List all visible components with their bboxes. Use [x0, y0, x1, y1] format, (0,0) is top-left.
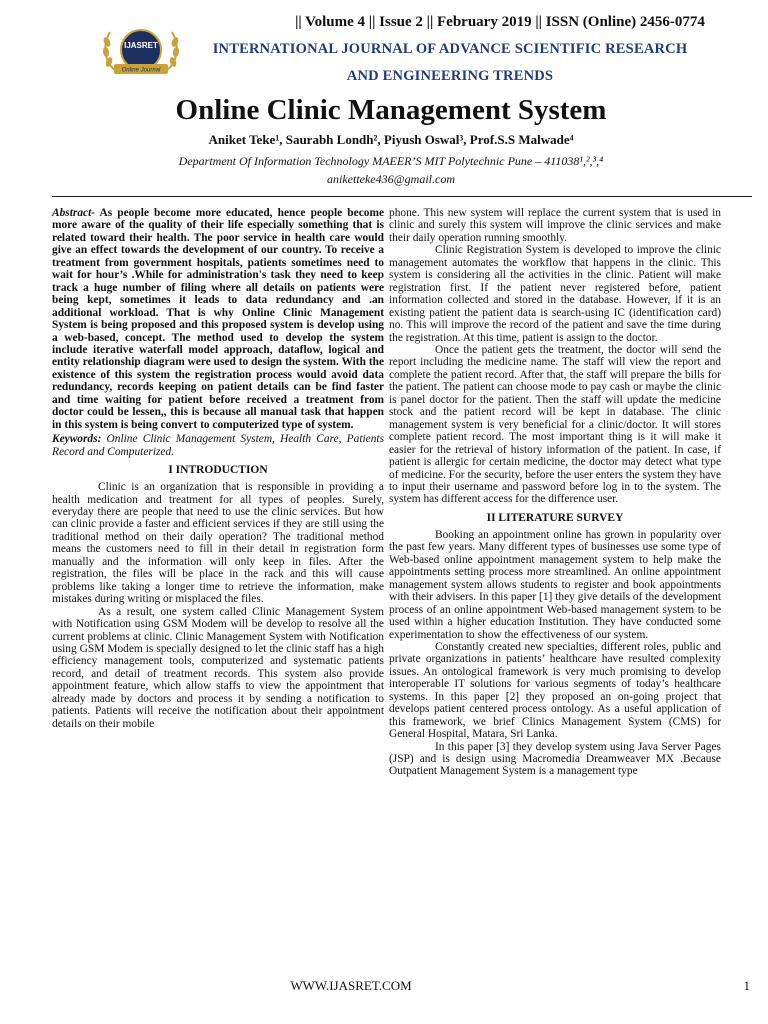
body-paragraph: As a result, one system called Clinic Management System with Notification using GSM Modem will be develop to resolve all the current problems at clinic. Clinic Management System with Notification using GSM Modem is specially designed to let the clinic staff has a high efficiency management tools, computerized and systematic patients record, and detail of treatment records. This system also provide appointment feature, which allow staffs to view the appointment that already made by doctors and process it by sending a notification to patients. Patients will receive the notification about their appointment details on their mobile	[52, 605, 384, 730]
left-column	[52, 207, 384, 730]
right-column	[389, 207, 721, 778]
journal-title-line-1: INTERNATIONAL JOURNAL OF ADVANCE SCIENTIFIC RESEARCH	[212, 41, 688, 57]
contact-email: aniketteke436@gmail.com	[327, 172, 455, 186]
body-paragraph: Clinic is an organization that is responsible in providing a health medication and treatment for all types of peoples. Surely, everyday there are people that need to use the clinic services. But how can clinic provide a faster and efficient services if they are still using the traditional method on their daily operation? The traditional method means the customers need to fill in their detail in registration form manually and the information will only keep in files. After the registration, the files will be place in the rack and this will cause problems like taking a longer time to retrieve the information, make mistakes during writing or misplaced the files.	[52, 481, 384, 606]
volume-issue-line: || Volume 4 || Issue 2 || February 2019 || ISSN (Online) 2456-0774	[295, 14, 705, 30]
footer-website-link[interactable]: WWW.IJASRET.COM	[290, 978, 412, 993]
author-list: Aniket Teke¹, Saurabh Londh², Piyush Oswal³, Prof.S.S Malwade⁴	[208, 132, 574, 147]
paper-title: Online Clinic Management System	[175, 94, 607, 126]
body-paragraph: In this paper [3] they develop system using Java Server Pages (JSP) and is design using Macromedia Dreamweaver MX .Because Outpatient Management System is a management type	[389, 740, 721, 778]
body-paragraph: Once the patient gets the treatment, the doctor will send the report including the medicine name. The staff will view the report and complete the patient record. After that, the staff will prepare the bills for the patient. The patient can choose mode to pay cash or maybe the clinic is panel doctor for the patient. Then the staff will update the medicine stock and the patient record will be kept in database. The clinic management system is very beneficial for a clinic/doctor. It will stores complete patient record. The most important thing is it will make it easier for the retrieval of history information of the patient. In case, if patient is allergic for certain medicine, the doctor may detect what type of medicine. For the security, before the user enters the system they have to input their username and password before log in to the system. The system has different access for the difference user.	[389, 343, 722, 506]
body-paragraph: phone. This new system will replace the current system that is used in clinic and surely this system will improve the clinic services and make their daily operation running smoothly.	[389, 207, 721, 244]
header-divider	[52, 196, 752, 197]
section-heading-introduction: I INTRODUCTION	[168, 464, 268, 477]
affiliation: Department Of Information Technology MAEER’S MIT Polytechnic Pune – 411038¹,²,³,⁴	[178, 154, 604, 168]
journal-logo	[96, 24, 186, 82]
body-paragraph: Clinic Registration System is developed to improve the clinic management automates the workflow that happens in the clinic. This system is considering all the activities in the clinic. Patient will make registration first. If the patient never registered before, patient information collected and stored in the database. However, if it is an existing patient the patient data is search-using IC (identification card) no. This will improve the record of the patient and save the time during the registration. At this time, patient is assign to the doctor.	[389, 244, 721, 344]
abstract-text: As people become more educated, hence people become more aware of the quality of their life especially something that is related toward their health. The poor service in health care would give an effect towards the development of our country. To receive a treatment from government hospitals, patients sometimes need to wait for hour’s .While for administration's task they need to keep track a huge number of filing where all details on patients were being kept, sometimes it leads to data redundancy and .an additional workload. That is why Online Clinic Management System is being proposed and this proposed system is develop using a web-based, concept. The method used to develop the system include iterative waterfall model approach, dataflow, logical and entity relationship diagram were used to design the system. With the existence of this system the registration process would avoid data redundancy, records keeping on patient details can be find faster and time waiting for patient before received a treatment from doctor could be lessen,, this is because all manual task that happen in this system is being convert to computerized type of system.	[52, 207, 384, 431]
journal-title-line-2: AND ENGINEERING TRENDS	[346, 68, 554, 84]
logo-text: IJASRET	[124, 41, 158, 50]
body-paragraph: Constantly created new specialties, different roles, public and private organizations in patients’ healthcare have resulted complexity issues. An ontological framework is very much promising to develop interoperable IT solutions for various segments of today’s healthcare systems. In this paper [2] they proposed an on-going project that develops patient centered process ontology. As a useful application of this framework, we brief Clinics Management System (CMS) for General Hospital, Matara, Sri Lanka.	[389, 640, 721, 741]
logo-ribbon-text: Online Journal	[121, 67, 161, 74]
section-heading-literature-survey: II LITERATURE SURVEY	[486, 511, 624, 524]
keywords-text: Online Clinic Management System, Health Care, Patients Record and Computerized.	[52, 433, 384, 458]
body-paragraph: Booking an appointment online has grown in popularity over the past few years. Many different types of businesses use some type of Web-based online appointment management system to help make the appointments setting process more streamlined. An online appointment management system allows students to register and book appointments with their advisers. In this paper [1] they give details of the development process of an online appointment Web-based management system to be used within a higher education Institution. They have conducted some experimentation to show the effectiveness of our system.	[389, 528, 721, 641]
keywords-paragraph	[52, 433, 384, 458]
abstract-label: Abstract-	[52, 207, 96, 219]
keywords-label: Keywords:	[52, 433, 102, 446]
abstract-paragraph	[52, 207, 384, 431]
page-number: 1	[743, 978, 750, 993]
